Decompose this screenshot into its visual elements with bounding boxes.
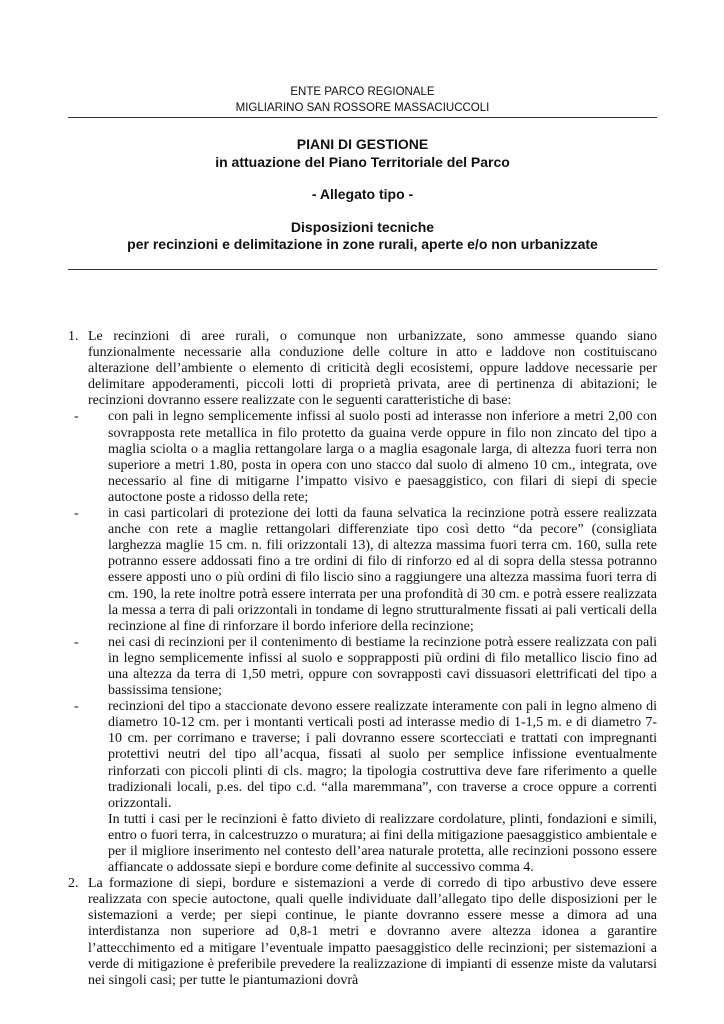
list-item-2 [68,876,657,989]
header-line-2: MIGLIARINO SAN ROSSORE MASSACIUCCOLI [235,102,490,114]
item-text: Le recinzioni di aree rurali, o comunque non urbanizzate, sono ammesse quando siano funzionalmente necessarie alla conduzione delle colture in atto e laddove non costituiscano alterazione dell’ambiente o elemento di criticità degli ecosistemi, oppure laddove necessarie per delimitare appoderamenti, piccoli lotti di proprietà privata, aree di pertinenza di abitazioni; le recinzioni dovranno essere realizzate con le seguenti caratteristiche di base: [88,329,657,409]
dash-text: nei casi di recinzioni per il contenimento di bestiame la recinzione potrà essere realizzata con pali in legno semplicemente infissi al suolo e sopprapposti più ordini di filo metallico liscio fino ad una altezza da terra di 1,50 metri, oppure con sovrapposti cavi dissuasori elettrificati del tipo a bassissima tensione; [108,634,657,699]
title-divider [68,269,657,270]
list-item-1 [68,329,657,409]
header-divider [68,117,657,118]
item-marker: 1. [68,329,79,344]
item-marker: 2. [68,876,79,892]
title-main: PIANI DI GESTIONE [296,136,429,152]
item-text: La formazione di siepi, bordure e sistemazioni a verde di corredo di tipo arbustivo deve essere realizzata con specie autoctone, quali quelle individuate dall’allegato tipo delle disposizioni per le sistemazioni a verde; per siepi continue, le piante dovranno essere messe a dimora ad una interdistanza non superiore ad 0,8-1 metri e dovranno avere altezza idonea a garantire l’attecchimento ed a mitigare l’eventuale impatto paesaggistico delle recinzioni; per sistemazioni a verde di mitigazione è preferibile prevedere la realizzazione di impianti di essenze miste da valutarsi nei singoli casi; per tutte le piantumazioni dovrà [88,876,657,988]
dash-item [68,635,657,699]
closing-paragraph: In tutti i casi per le recinzioni è fatto divieto di realizzare cordolature, plinti, fondazioni e simili, entro o fuori terra, in calcestruzzo o muratura; ai fini della mitigazione paesaggistico ambientale e per il migliore inserimento nel contesto dell’area naturale protetta, alle recinzioni possono essere affiancate o addossate siepi e bordure come definite al successivo comma 4. [108,811,657,876]
title-allegato: - Allegato tipo - [311,186,414,202]
title-sub: in attuazione del Piano Territoriale del Parco [215,154,510,170]
dash-marker: - [74,699,79,715]
dash-marker: - [74,409,79,425]
title-disposizioni: Disposizioni tecniche [290,219,435,235]
dash-item [68,506,657,635]
dash-text: con pali in legno semplicemente infissi al suolo posti ad interasse non inferiore a metri 2,00 con sovrapposta rete metallica in filo protetto da guaina verde oppure in filo non zincato del tipo a maglia sciolta o a maglia rettangolare larga o a maglia esagonale larga, di altezza fuori terra non superiore a metri 1.80, posta in opera con uno stacco dal suolo di almeno 10 cm., integrata, ove necessario al fine di mitigarne l’impatto visivo e paesaggistico, con filari di siepi di specie autoctone poste a ridosso della rete; [108,409,657,505]
dash-text: in casi particolari di protezione dei lotti da fauna selvatica la recinzione potrà essere realizzata anche con rete a maglie rettangolari differenziate tipo così detto “da pecore” (consigliata larghezza maglie 15 cm. n. fili orizzontali 13), di altezza massima fuori terra cm. 160, sulla rete potranno essere addossati fino a tre ordini di filo di rinforzo ed al di sopra della stessa potranno essere apposti uno o più ordini di filo liscio sino a raggiungere una altezza massima fuori terra di cm. 190, la rete inoltre potrà essere interrata per una profondità di 30 cm. e potrà essere realizzata la messa a terra di pali orizzontali in tondame di legno strutturalmente fissati ai pali verticali della recinzione al fine di rinforzare il bordo inferiore della recinzione; [108,506,657,634]
header-line-1: ENTE PARCO REGIONALE [290,86,435,98]
dash-item [68,699,657,812]
dash-marker: - [74,634,79,650]
dash-item [68,409,657,506]
document-body [68,329,657,989]
dash-marker: - [74,506,79,522]
title-disposizioni-sub: per recinzioni e delimitazione in zone rurali, aperte e/o non urbanizzate [127,236,598,252]
dash-text: recinzioni del tipo a staccionate devono essere realizzate interamente con pali in legno almeno di diametro 10-12 cm. per i montanti verticali posti ad interasse medio di 1-1,5 m. e di diametro 7-10 cm. per corrimano e traverse; i pali dovranno essere scortecciati e trattati con impregnanti protettivi neutri del tipo all’acqua, fissati al suolo per semplice infissione eventualmente rinforzati con piccoli plinti di cls. magro; la tipologia costruttiva deve fare riferimento a quelle tradizionali locali, p.es. del tipo c.d. “alla maremmana”, con traverse a croce oppure a correnti orizzontali. [108,699,657,811]
